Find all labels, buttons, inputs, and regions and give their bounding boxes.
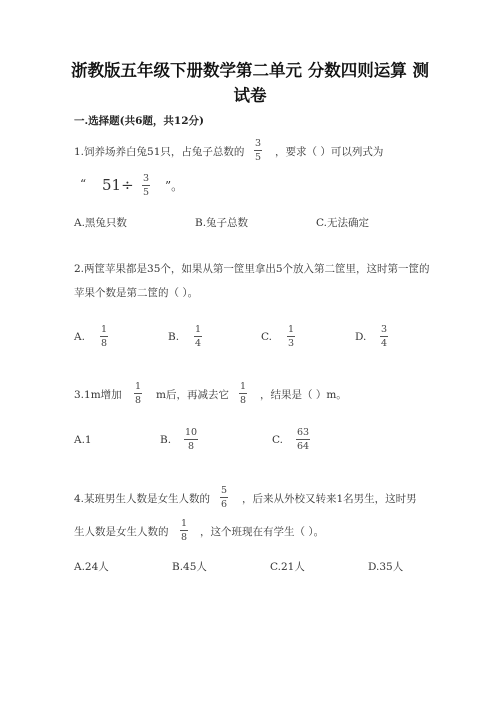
q2-b-den: 4 bbox=[195, 338, 202, 349]
q2-option-a-label: A. bbox=[74, 331, 85, 343]
q3-b-num: 10 bbox=[185, 427, 198, 438]
q4-option-b[interactable]: B.45人 bbox=[172, 561, 207, 573]
q2-line-1: 2.两筐苹果都是35个，如果从第一筐里拿出5个放入第二筐里，这时第一筐的 bbox=[74, 263, 430, 275]
q3-fraction-1 bbox=[134, 381, 142, 406]
q2-option-c-label: C. bbox=[261, 331, 272, 343]
fraction-bar bbox=[194, 336, 202, 337]
q1-option-b[interactable]: B.兔子总数 bbox=[195, 217, 249, 229]
q4-f1-num: 5 bbox=[221, 485, 228, 496]
q3-c-num: 63 bbox=[297, 427, 310, 438]
q4-option-a[interactable]: A.24人 bbox=[74, 561, 109, 573]
q4-text-d: ，这个班现在有学生（ ）。 bbox=[200, 526, 325, 538]
fraction-bar bbox=[100, 336, 108, 337]
q3-f2-num: 1 bbox=[240, 381, 247, 392]
q3-option-b-fraction bbox=[184, 427, 198, 452]
q2-line-2: 苹果个数是第二筐的（ ）。 bbox=[74, 287, 199, 299]
q2-option-b-label: B. bbox=[168, 331, 180, 343]
q3-option-a[interactable]: A.1 bbox=[74, 434, 92, 446]
q3-b-den: 8 bbox=[188, 441, 195, 452]
q3-f1-den: 8 bbox=[135, 395, 142, 406]
q1-quote-close: ”。 bbox=[165, 179, 184, 193]
title-line-1: 浙教版五年级下册数学第二单元 分数四则运算 测 bbox=[71, 61, 429, 80]
fraction-bar bbox=[254, 150, 262, 151]
q1-fraction bbox=[254, 138, 262, 163]
fraction-bar bbox=[180, 530, 188, 531]
q2-option-b[interactable] bbox=[168, 330, 179, 344]
q4-f2-num: 1 bbox=[181, 518, 188, 529]
q3-text-c: ，结果是（ ）m。 bbox=[260, 389, 347, 401]
q2-a-den: 8 bbox=[101, 338, 108, 349]
document-title bbox=[70, 58, 430, 108]
q1-expression: 51÷ bbox=[102, 176, 134, 194]
q4-f1-den: 6 bbox=[221, 499, 228, 510]
q3-text-a: 3.1m增加 bbox=[74, 389, 122, 401]
fraction-bar bbox=[142, 185, 150, 186]
q4-text-c: 生人数是女生人数的 bbox=[74, 526, 169, 538]
q2-c-den: 3 bbox=[288, 338, 295, 349]
q1-text-b: ，要求（ ）可以列式为 bbox=[275, 146, 384, 158]
q4-option-c[interactable]: C.21人 bbox=[270, 561, 305, 573]
q1-frac-den: 5 bbox=[255, 152, 262, 163]
q2-option-c-fraction bbox=[287, 324, 295, 349]
q3-option-c-fraction bbox=[296, 427, 310, 452]
q1-quote-open: “ bbox=[80, 177, 87, 191]
q3-f1-num: 1 bbox=[135, 381, 142, 392]
q1-expr-frac-num: 3 bbox=[143, 173, 150, 184]
fraction-bar bbox=[380, 336, 388, 337]
q4-f2-den: 8 bbox=[181, 532, 188, 543]
q2-b-num: 1 bbox=[195, 324, 202, 335]
q2-d-den: 4 bbox=[381, 338, 388, 349]
q3-option-b[interactable] bbox=[160, 433, 171, 447]
q1-text-a: 1.饲养场养白兔51只，占兔子总数的 bbox=[74, 146, 245, 158]
fraction-bar bbox=[239, 393, 247, 394]
fraction-bar bbox=[220, 497, 228, 498]
q3-text-b: m后，再减去它 bbox=[156, 389, 229, 401]
q1-frac-num: 3 bbox=[255, 138, 262, 149]
q3-option-c-label: C. bbox=[272, 434, 283, 446]
fraction-bar bbox=[287, 336, 295, 337]
q2-option-b-fraction bbox=[194, 324, 202, 349]
q2-option-a-fraction bbox=[100, 324, 108, 349]
q1-option-a[interactable]: A.黑兔只数 bbox=[74, 217, 127, 229]
q3-option-b-label: B. bbox=[160, 434, 172, 446]
q1-expr-frac-den: 5 bbox=[143, 187, 150, 198]
q2-option-d-label: D. bbox=[355, 331, 367, 343]
q1-option-c[interactable]: C.无法确定 bbox=[316, 217, 369, 229]
fraction-bar bbox=[184, 439, 198, 440]
q4-text-b: ，后来从外校又转来1名男生，这时男 bbox=[242, 493, 417, 505]
q2-option-c[interactable] bbox=[261, 330, 272, 344]
title-line-2: 试卷 bbox=[233, 86, 267, 105]
q4-option-d[interactable]: D.35人 bbox=[368, 561, 404, 573]
q2-option-d[interactable] bbox=[355, 330, 366, 344]
q3-f2-den: 8 bbox=[240, 395, 247, 406]
fraction-bar bbox=[296, 439, 310, 440]
q4-text-a: 4.某班男生人数是女生人数的 bbox=[74, 493, 211, 505]
q3-option-c[interactable] bbox=[272, 433, 283, 447]
q2-option-d-fraction bbox=[380, 324, 388, 349]
fraction-bar bbox=[134, 393, 142, 394]
q2-option-a[interactable] bbox=[74, 330, 85, 344]
q4-fraction-2 bbox=[180, 518, 188, 543]
q3-fraction-2 bbox=[239, 381, 247, 406]
q2-c-num: 1 bbox=[288, 324, 295, 335]
q1-expr-fraction bbox=[142, 173, 150, 198]
q2-a-num: 1 bbox=[101, 324, 108, 335]
q2-d-num: 3 bbox=[381, 324, 388, 335]
q3-c-den: 64 bbox=[297, 441, 310, 452]
q4-fraction-1 bbox=[220, 485, 228, 510]
section-heading: 一.选择题(共6题，共12分) bbox=[74, 115, 205, 127]
